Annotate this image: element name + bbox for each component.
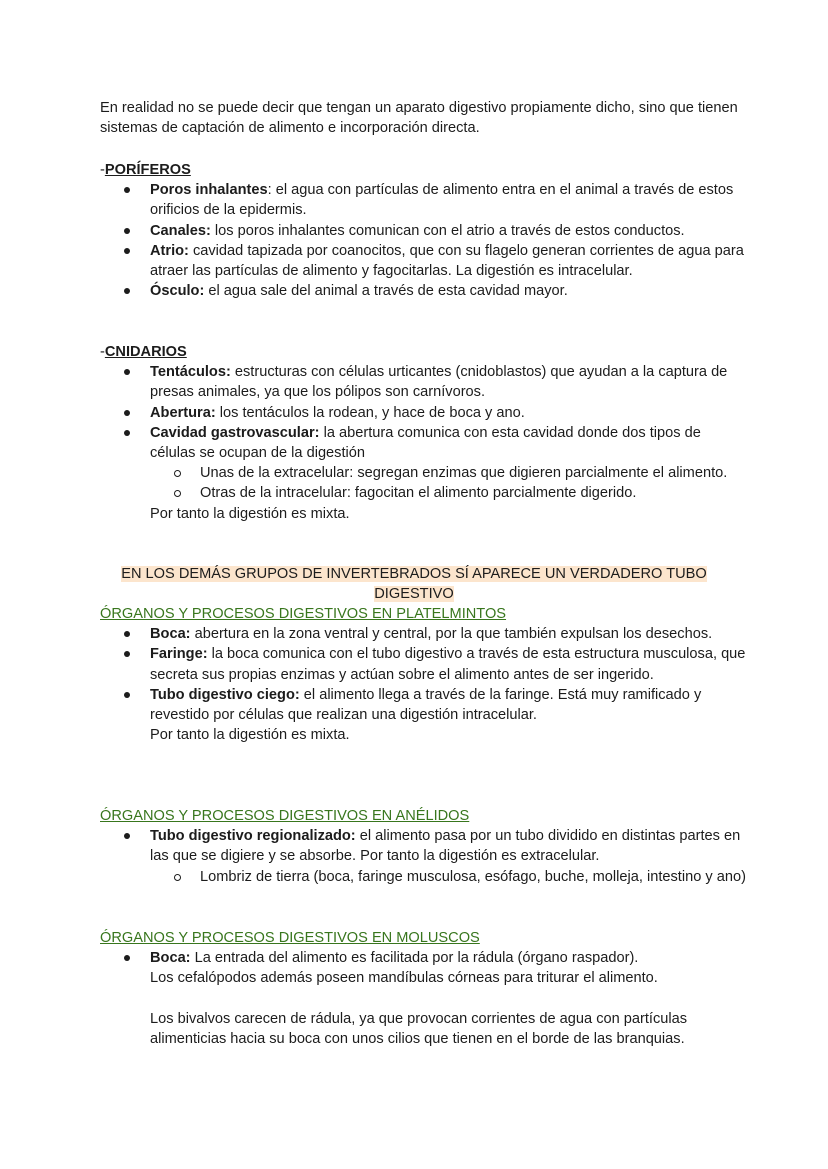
- bullet-icon: [124, 651, 130, 657]
- list-item: Tubo digestivo regionalizado: el alimento pasa por un tubo dividido en distintas partes en las que se digiere y se absorbe. Por tanto la digestión es extracelular. Lombriz de tierra (boca, faringe musculosa, esófago, buche, molleja, intestino y ano): [100, 826, 750, 887]
- list-item: Ósculo: el agua sale del animal a través de esta cavidad mayor.: [100, 281, 750, 301]
- circle-bullet-icon: [174, 874, 181, 881]
- list-item: Atrio: cavidad tapizada por coanocitos, que con su flagelo generan corrientes de agua para atraer las partículas de alimento y fagocitarlas. La digestión es intracelular.: [100, 241, 750, 281]
- bullet-icon: [124, 692, 130, 698]
- highlight-banner: EN LOS DEMÁS GRUPOS DE INVERTEBRADOS SÍ APARECE UN VERDADERO TUBO DIGESTIVO: [121, 566, 707, 603]
- bullet-icon: [124, 248, 130, 254]
- circle-bullet-icon: [174, 490, 181, 497]
- section-platelmintos: [100, 604, 750, 745]
- section-poriferos: [100, 160, 750, 301]
- list-item: Faringe: la boca comunica con el tubo digestivo a través de esta estructura musculosa, que secreta sus propias enzimas y actúan sobre el alimento antes de ser ingerido.: [100, 644, 750, 684]
- moluscos-paragraph: Los bivalvos carecen de rádula, ya que provocan corrientes de agua con partículas alimenticias hacia su boca con unos cilios que tienen en el borde de las branquias.: [150, 1010, 688, 1047]
- bullet-icon: [124, 430, 130, 436]
- sublist-item: Otras de la intracelular: fagocitan el alimento parcialmente digerido.: [150, 483, 750, 503]
- platelmintos-note: Por tanto la digestión es mixta.: [150, 727, 350, 744]
- list-item: Poros inhalantes: el agua con partículas de alimento entra en el animal a través de estos orificios de la epidermis.: [100, 180, 750, 220]
- anelidos-sublist: [150, 867, 750, 887]
- list-item: Cavidad gastrovascular: la abertura comunica con esta cavidad donde dos tipos de células se ocupan de la digestión Unas de la extracelular: segregan enzimas que digieren parcialmente el alimento. Otras de la intracelular: fagocitan el alimento parcialmente digerido.: [100, 423, 750, 504]
- section-title-poriferos: -PORÍFEROS: [100, 162, 191, 178]
- moluscos-list: [100, 948, 750, 988]
- section-cnidarios: [100, 342, 750, 524]
- poriferos-list: [100, 180, 750, 301]
- list-item: Tubo digestivo ciego: el alimento llega a través de la faringe. Está muy ramificado y revestido por células que realizan una digestión intracelular.: [100, 685, 750, 725]
- bullet-icon: [124, 833, 130, 839]
- sublist-item: Unas de la extracelular: segregan enzimas que digieren parcialmente el alimento.: [150, 463, 750, 483]
- section-title-anelidos: ÓRGANOS Y PROCESOS DIGESTIVOS EN ANÉLIDOS: [100, 808, 470, 824]
- section-title-moluscos: ÓRGANOS Y PROCESOS DIGESTIVOS EN MOLUSCOS: [100, 930, 480, 946]
- bullet-icon: [124, 369, 130, 375]
- list-item: Boca: La entrada del alimento es facilitada por la rádula (órgano raspador). Los cefalópodos además poseen mandíbulas córneas para triturar el alimento.: [100, 948, 750, 988]
- cnidarios-list: [100, 362, 750, 503]
- section-title-platelmintos: ÓRGANOS Y PROCESOS DIGESTIVOS EN PLATELMINTOS: [100, 606, 507, 622]
- bullet-icon: [124, 288, 130, 294]
- section-anelidos: [100, 806, 750, 887]
- bullet-icon: [124, 187, 130, 193]
- sublist-item: Lombriz de tierra (boca, faringe musculosa, esófago, buche, molleja, intestino y ano): [150, 867, 750, 887]
- list-item: Abertura: los tentáculos la rodean, y hace de boca y ano.: [100, 403, 750, 423]
- list-item: Tentáculos: estructuras con células urticantes (cnidoblastos) que ayudan a la captura de presas animales, ya que los pólipos son carnívoros.: [100, 362, 750, 402]
- bullet-icon: [124, 955, 130, 961]
- cnidarios-sublist: [150, 463, 750, 503]
- section-moluscos: [100, 928, 750, 1049]
- bullet-icon: [124, 410, 130, 416]
- bullet-icon: [124, 631, 130, 637]
- cnidarios-note: Por tanto la digestión es mixta.: [150, 505, 350, 522]
- intro-paragraph: En realidad no se puede decir que tengan un aparato digestivo propiamente dicho, sino que tienen sistemas de captación de alimento e incorporación directa.: [100, 100, 738, 137]
- platelmintos-list: [100, 624, 750, 725]
- circle-bullet-icon: [174, 470, 181, 477]
- anelidos-list: [100, 826, 750, 887]
- list-item: Canales: los poros inhalantes comunican con el atrio a través de estos conductos.: [100, 221, 750, 241]
- moluscos-line2: Los cefalópodos además poseen mandíbulas córneas para triturar el alimento.: [150, 970, 658, 987]
- bullet-icon: [124, 228, 130, 234]
- list-item: Boca: abertura en la zona ventral y central, por la que también expulsan los desechos.: [100, 624, 750, 644]
- section-title-cnidarios: -CNIDARIOS: [100, 344, 187, 360]
